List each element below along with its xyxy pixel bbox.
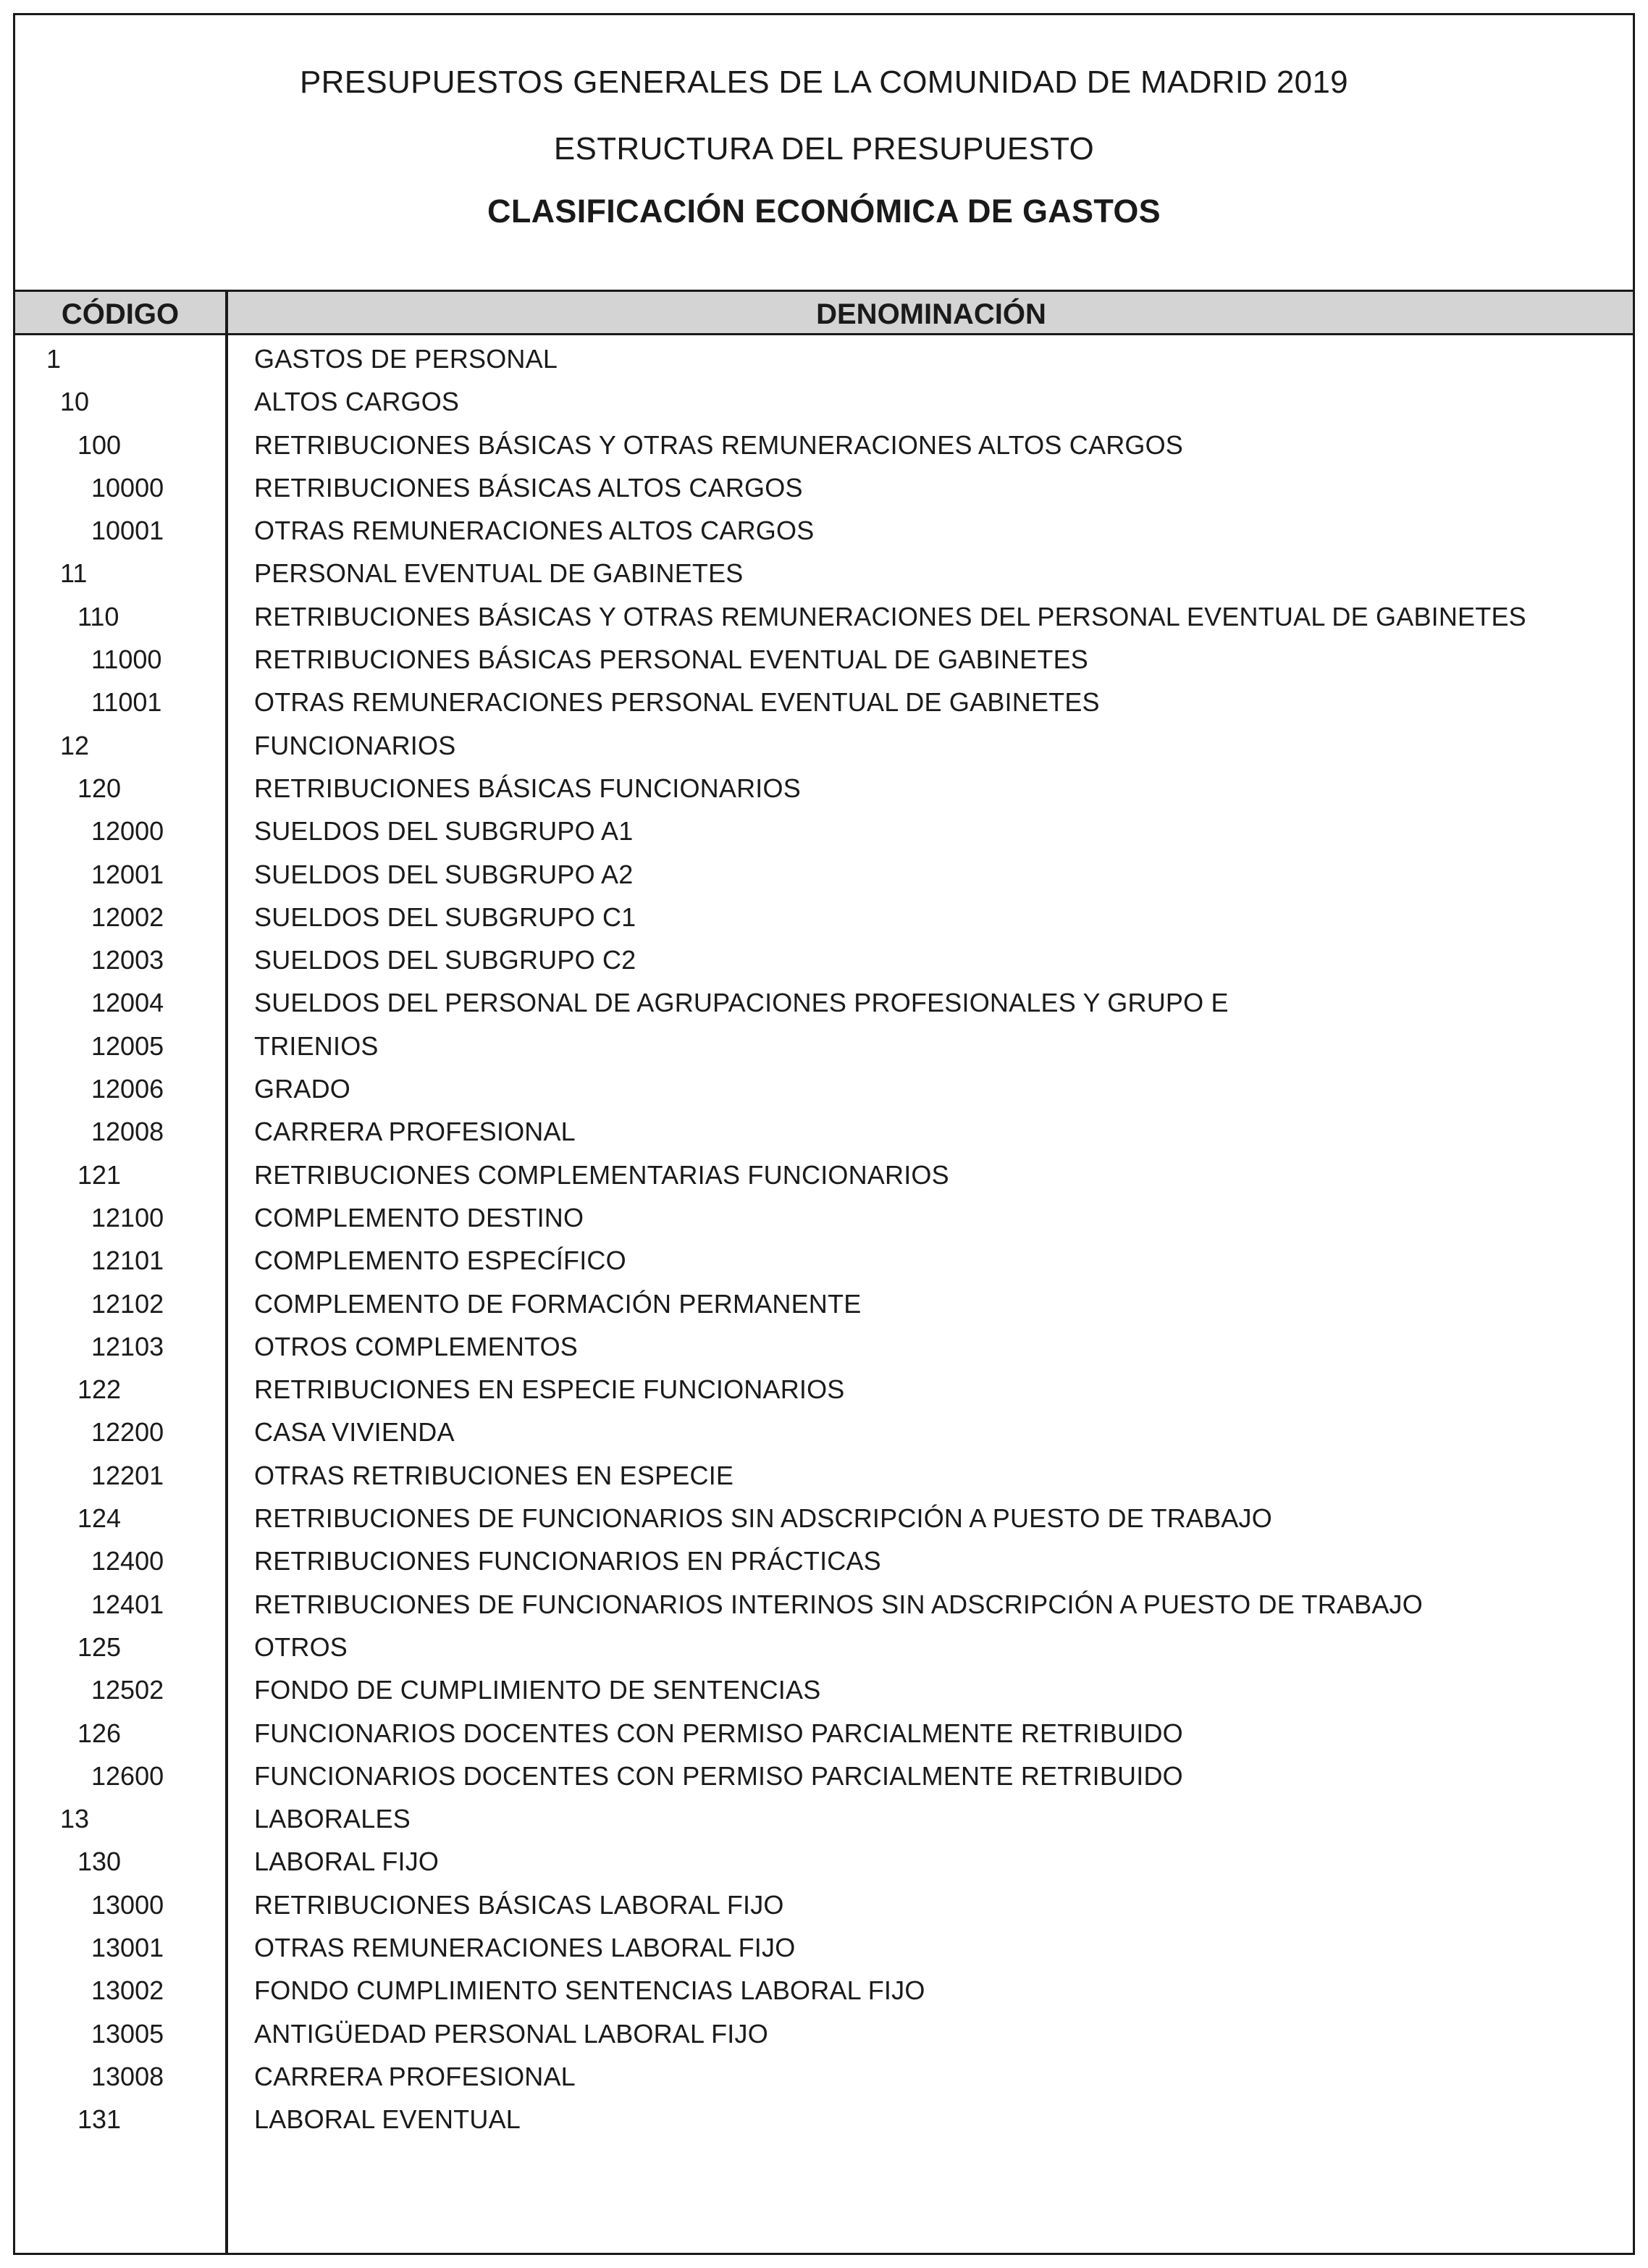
table-row: [15, 2062, 1633, 2104]
row-denomination: FUNCIONARIOS: [254, 730, 456, 760]
row-denomination: PERSONAL EVENTUAL DE GABINETES: [254, 558, 744, 589]
row-denomination: RETRIBUCIONES BÁSICAS PERSONAL EVENTUAL DE GABINETES: [254, 644, 1089, 675]
row-code: 130: [77, 1847, 122, 1877]
row-code: 131: [77, 2104, 122, 2135]
row-denomination: RETRIBUCIONES FUNCIONARIOS EN PRÁCTICAS: [254, 1546, 881, 1576]
row-code: 13000: [91, 1889, 164, 1920]
column-header-code: CÓDIGO: [61, 298, 180, 330]
document-section-title: CLASIFICACIÓN ECONÓMICA DE GASTOS: [487, 193, 1161, 230]
row-denomination: OTRAS RETRIBUCIONES EN ESPECIE: [254, 1460, 734, 1490]
row-code: 12102: [91, 1288, 164, 1319]
row-code: 11000: [91, 644, 162, 675]
row-denomination: FONDO CUMPLIMIENTO SENTENCIAS LABORAL FIJO: [254, 1975, 925, 2006]
row-denomination: RETRIBUCIONES COMPLEMENTARIAS FUNCIONARIOS: [254, 1159, 949, 1190]
row-code: 124: [77, 1503, 122, 1534]
row-denomination: LABORAL EVENTUAL: [254, 2104, 521, 2135]
row-code: 12502: [91, 1675, 164, 1705]
table-row: [15, 1847, 1633, 1889]
row-denomination: RETRIBUCIONES DE FUNCIONARIOS SIN ADSCRIPCIÓN A PUESTO DE TRABAJO: [254, 1503, 1272, 1534]
table-row: [15, 1804, 1633, 1847]
table-row: [15, 2019, 1633, 2062]
row-denomination: GASTOS DE PERSONAL: [254, 344, 558, 374]
row-code: 12400: [91, 1546, 164, 1576]
row-denomination: ALTOS CARGOS: [254, 387, 460, 417]
row-denomination: CARRERA PROFESIONAL: [254, 1117, 576, 1147]
table-row: [15, 516, 1633, 558]
row-code: 110: [77, 601, 119, 631]
table-row: [15, 1332, 1633, 1374]
table-row: [15, 1031, 1633, 1074]
row-code: 12600: [91, 1760, 164, 1791]
table-row: [15, 773, 1633, 816]
table-row: [15, 344, 1633, 387]
table-row: [15, 1632, 1633, 1675]
table-row: [15, 1160, 1633, 1203]
row-denomination: LABORAL FIJO: [254, 1847, 440, 1877]
table-row: [15, 430, 1633, 473]
row-denomination: SUELDOS DEL SUBGRUPO A1: [254, 816, 634, 847]
table-row: [15, 387, 1633, 429]
row-denomination: COMPLEMENTO DESTINO: [254, 1202, 584, 1232]
row-denomination: CARRERA PROFESIONAL: [254, 2061, 576, 2091]
row-code: 12100: [91, 1202, 164, 1232]
row-code: 12006: [91, 1074, 164, 1104]
table-row: [15, 988, 1633, 1030]
document-frame: [13, 13, 1635, 2255]
table-row: [15, 558, 1633, 601]
table-row: [15, 902, 1633, 945]
row-code: 10: [60, 387, 90, 417]
table-row: [15, 1589, 1633, 1632]
table-row: [15, 1289, 1633, 1332]
row-denomination: RETRIBUCIONES DE FUNCIONARIOS INTERINOS SIN ADSCRIPCIÓN A PUESTO DE TRABAJO: [254, 1589, 1423, 1619]
row-code: 13008: [91, 2061, 164, 2091]
document-subtitle: ESTRUCTURA DEL PRESUPUESTO: [553, 131, 1095, 167]
column-header-name: DENOMINACIÓN: [816, 298, 1046, 330]
row-denomination: SUELDOS DEL PERSONAL DE AGRUPACIONES PROFESIONALES Y GRUPO E: [254, 988, 1229, 1018]
table-row: [15, 945, 1633, 988]
row-code: 12005: [91, 1030, 164, 1061]
row-code: 12002: [91, 902, 164, 932]
row-code: 13: [60, 1804, 90, 1834]
row-denomination: SUELDOS DEL SUBGRUPO C2: [254, 945, 636, 975]
row-denomination: COMPLEMENTO DE FORMACIÓN PERMANENTE: [254, 1288, 862, 1319]
row-code: 120: [77, 773, 122, 803]
table-row: [15, 731, 1633, 773]
row-code: 122: [77, 1374, 122, 1405]
row-denomination: GRADO: [254, 1074, 351, 1104]
row-denomination: RETRIBUCIONES BÁSICAS ALTOS CARGOS: [254, 472, 803, 503]
table-row: [15, 687, 1633, 730]
row-denomination: SUELDOS DEL SUBGRUPO C1: [254, 902, 636, 932]
row-code: 12101: [91, 1246, 164, 1276]
table-row: [15, 1546, 1633, 1589]
row-denomination: OTROS COMPLEMENTOS: [254, 1331, 578, 1361]
row-code: 10000: [91, 472, 164, 503]
row-denomination: FONDO DE CUMPLIMIENTO DE SENTENCIAS: [254, 1675, 821, 1705]
row-denomination: OTROS: [254, 1631, 348, 1662]
table-row: [15, 1246, 1633, 1288]
table-row: [15, 1117, 1633, 1159]
row-code: 12201: [91, 1460, 164, 1490]
table-row: [15, 473, 1633, 516]
row-denomination: OTRAS REMUNERACIONES ALTOS CARGOS: [254, 516, 815, 546]
table-row: [15, 1761, 1633, 1804]
table-body: [15, 344, 1633, 2147]
table-row: [15, 2104, 1633, 2147]
table-row: [15, 1718, 1633, 1761]
table-row: [15, 1074, 1633, 1117]
document-header: [15, 15, 1633, 292]
table-row: [15, 1975, 1633, 2018]
row-denomination: RETRIBUCIONES BÁSICAS Y OTRAS REMUNERACIONES DEL PERSONAL EVENTUAL DE GABINETES: [254, 601, 1526, 631]
table-row: [15, 1675, 1633, 1718]
row-denomination: OTRAS REMUNERACIONES PERSONAL EVENTUAL DE GABINETES: [254, 687, 1100, 718]
row-denomination: RETRIBUCIONES BÁSICAS LABORAL FIJO: [254, 1889, 784, 1920]
table-row: [15, 860, 1633, 902]
row-code: 11: [60, 558, 88, 589]
row-denomination: ANTIGÜEDAD PERSONAL LABORAL FIJO: [254, 2018, 768, 2049]
table-row: [15, 602, 1633, 644]
row-code: 13002: [91, 1975, 164, 2006]
row-denomination: FUNCIONARIOS DOCENTES CON PERMISO PARCIALMENTE RETRIBUIDO: [254, 1760, 1183, 1791]
row-denomination: TRIENIOS: [254, 1030, 379, 1061]
row-code: 12103: [91, 1331, 164, 1361]
table-row: [15, 1890, 1633, 1933]
row-code: 125: [77, 1631, 122, 1662]
table-row: [15, 1933, 1633, 1975]
row-denomination: RETRIBUCIONES BÁSICAS FUNCIONARIOS: [254, 773, 801, 803]
row-denomination: OTRAS REMUNERACIONES LABORAL FIJO: [254, 1932, 796, 1962]
row-denomination: FUNCIONARIOS DOCENTES CON PERMISO PARCIALMENTE RETRIBUIDO: [254, 1718, 1183, 1748]
row-code: 10001: [91, 516, 164, 546]
row-denomination: SUELDOS DEL SUBGRUPO A2: [254, 859, 634, 889]
row-code: 126: [77, 1718, 122, 1748]
row-code: 100: [77, 429, 122, 460]
row-code: 13001: [91, 1932, 164, 1962]
row-denomination: COMPLEMENTO ESPECÍFICO: [254, 1246, 626, 1276]
row-code: 12: [60, 730, 90, 760]
table-row: [15, 1503, 1633, 1546]
row-code: 121: [77, 1159, 122, 1190]
table-row: [15, 1374, 1633, 1417]
row-code: 12000: [91, 816, 164, 847]
row-code: 11001: [91, 687, 162, 718]
row-code: 12200: [91, 1417, 164, 1448]
table-row: [15, 816, 1633, 859]
table-header: [15, 292, 1633, 335]
row-code: 12401: [91, 1589, 164, 1619]
document-title: PRESUPUESTOS GENERALES DE LA COMUNIDAD DE MADRID 2019: [300, 64, 1348, 100]
row-code: 13005: [91, 2018, 164, 2049]
row-denomination: RETRIBUCIONES EN ESPECIE FUNCIONARIOS: [254, 1374, 845, 1405]
row-code: 12004: [91, 988, 164, 1018]
row-code: 12008: [91, 1117, 164, 1147]
table-row: [15, 1461, 1633, 1503]
row-code: 1: [46, 344, 62, 374]
table-row: [15, 644, 1633, 687]
row-denomination: RETRIBUCIONES BÁSICAS Y OTRAS REMUNERACIONES ALTOS CARGOS: [254, 429, 1184, 460]
row-code: 12003: [91, 945, 164, 975]
row-denomination: CASA VIVIENDA: [254, 1417, 455, 1448]
row-denomination: LABORALES: [254, 1804, 411, 1834]
table-row: [15, 1203, 1633, 1246]
row-code: 12001: [91, 859, 164, 889]
table-row: [15, 1417, 1633, 1460]
